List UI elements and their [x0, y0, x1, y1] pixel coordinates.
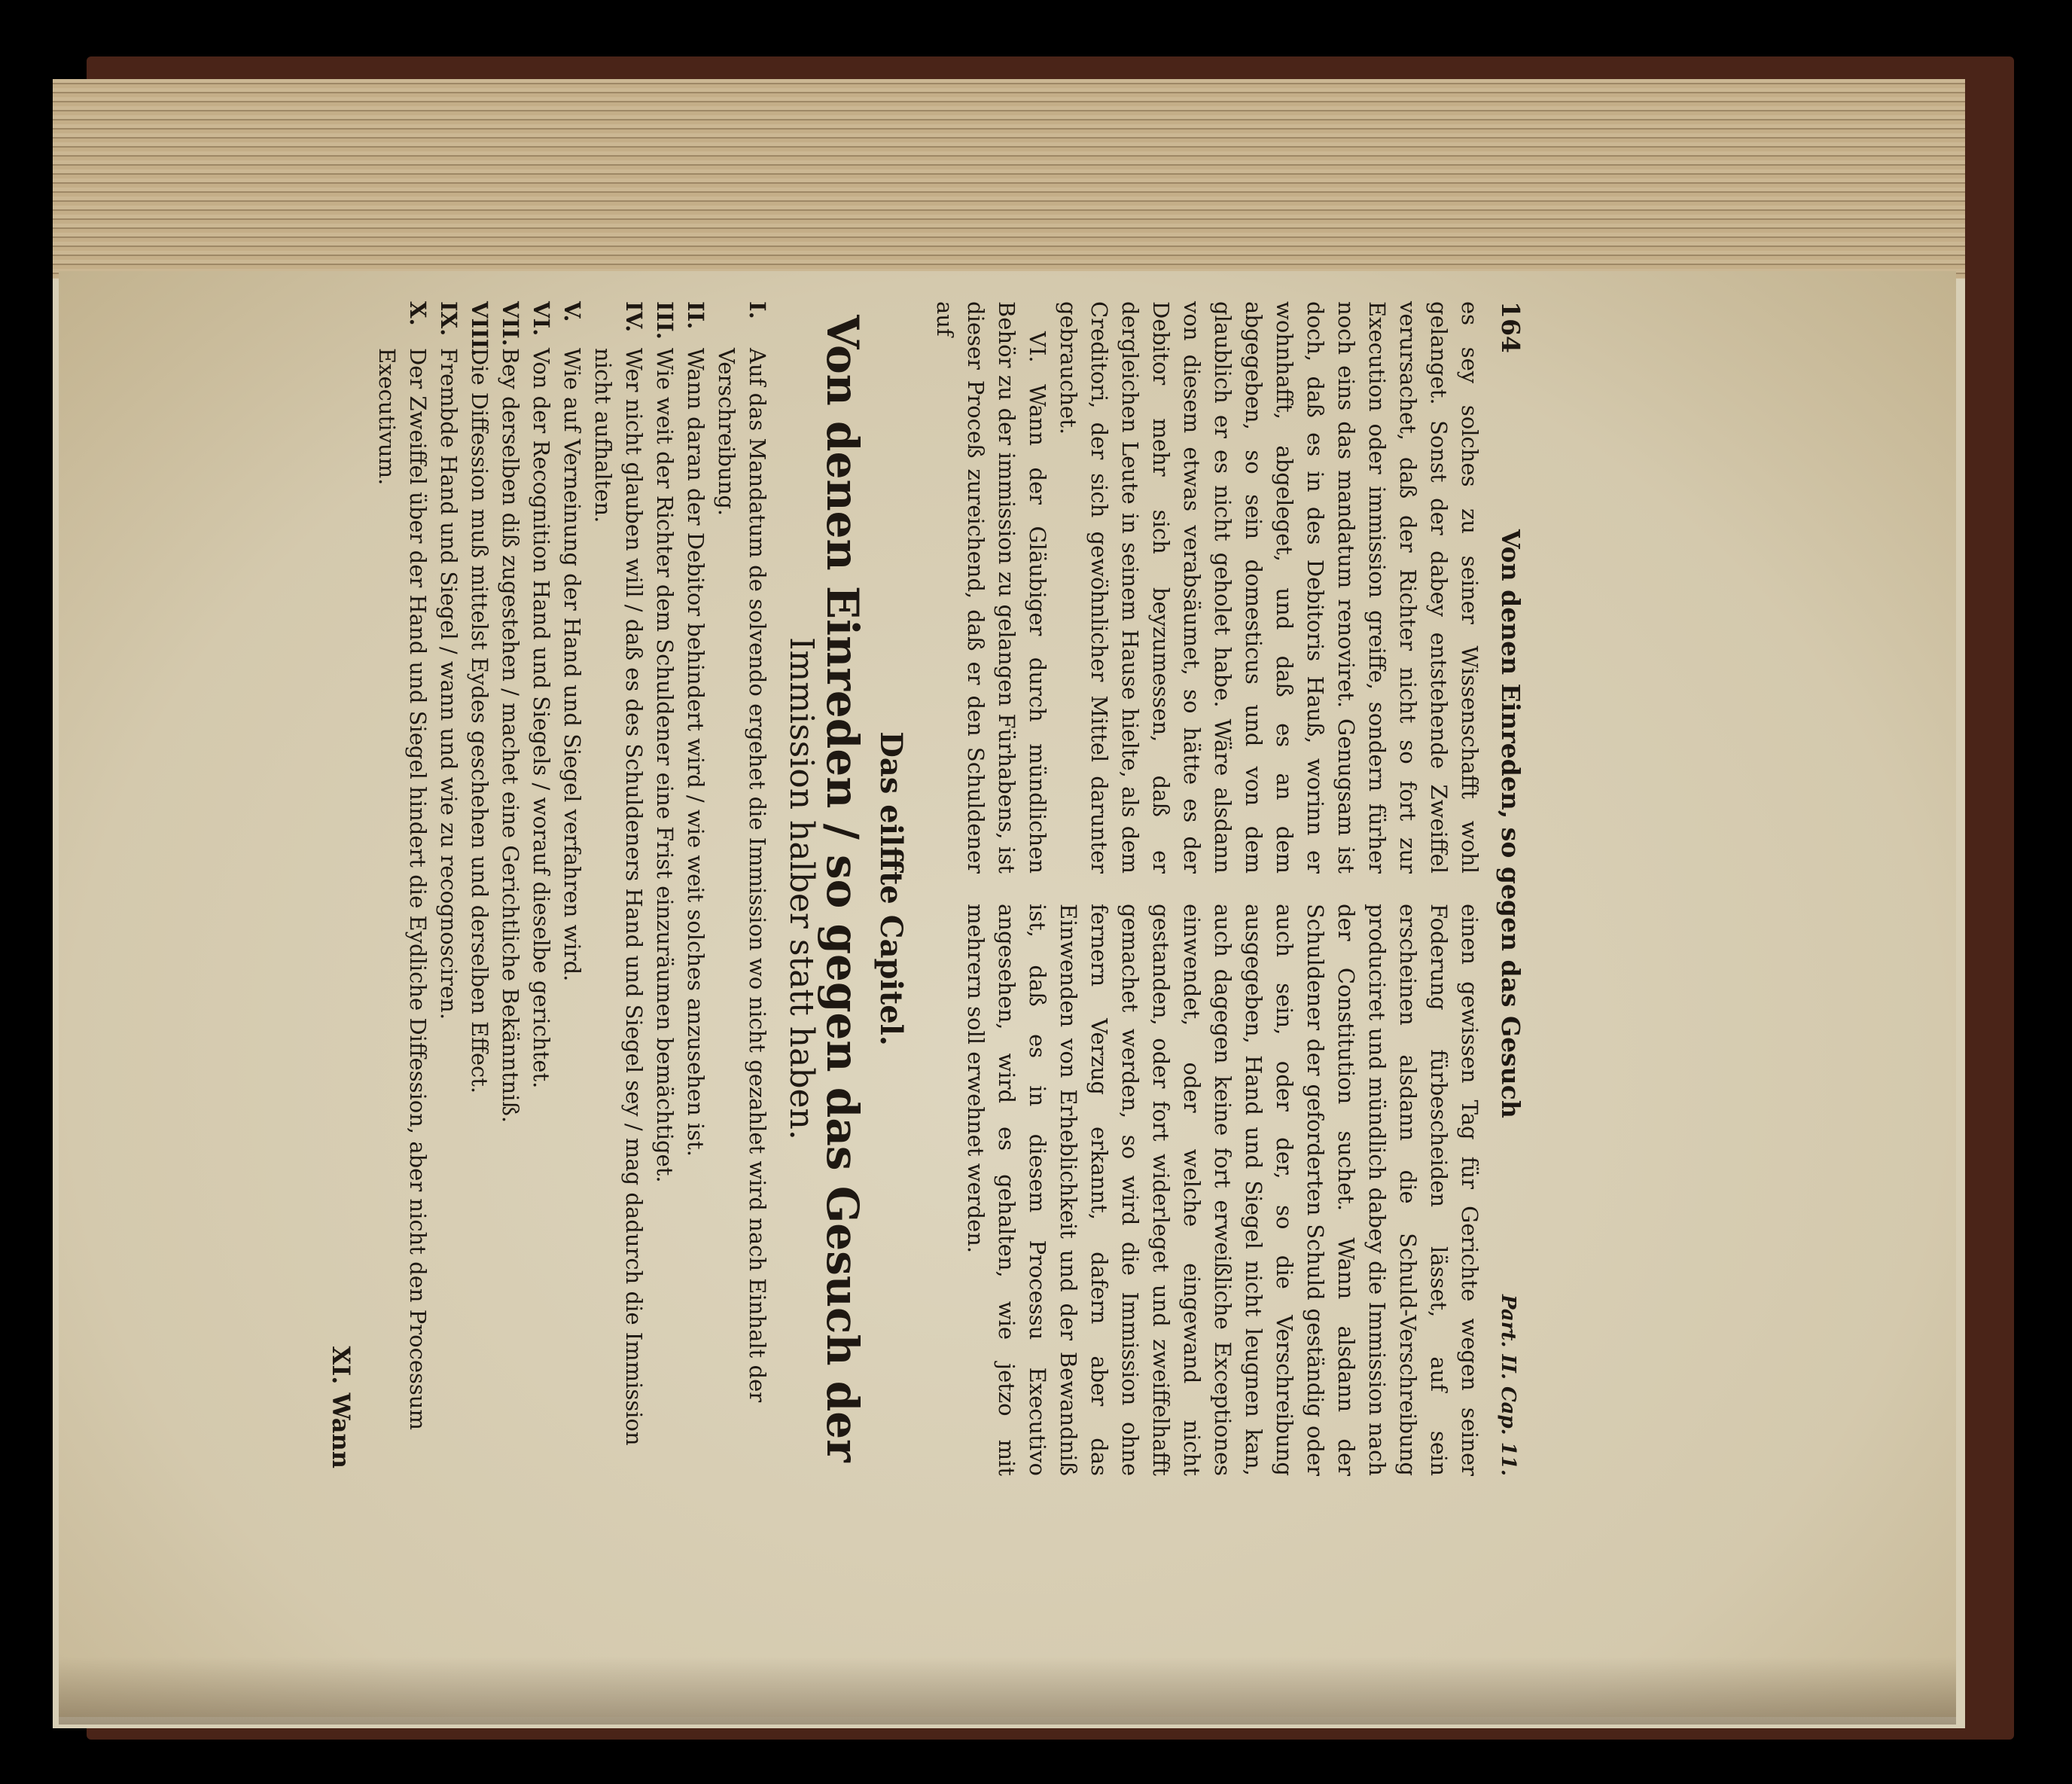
- paragraph: einen gewissen Tag für Gerichte wegen seiner Foderung fürbescheiden lässet, auf sein erscheinen alsdann die Schuld-Verschreibung produciret und mündlich dabey die Immission nach der Constitution suchet. Wann alsdann der Schuldener der geforderten Schuld geständig oder auch sein, oder der, so die Verschreibung ausgegeben, Hand und Siegel nicht leugnen kan, auch dagegen keine fort erweißliche Exceptiones einwendet, oder welche eingewand nicht gestanden, oder fort widerleget und zweiffelhafft gemachet werden, so wird die Immission ohne fernern Verzug erkannt, dafern aber das Einwenden von Erheblichkeit und der Bewandniß ist, daß es in diesem Processu Executivo angesehen, wird es gehalten, wie jetzo mit mehrern soll erwehnet werden.: [963, 904, 1482, 1476]
- left-column: [929, 301, 1485, 874]
- running-head-part: Part. II. Cap. 11.: [1497, 1295, 1519, 1476]
- list-item: V. Wie auf Verneinung der Hand und Siegel verfahren wird.: [559, 301, 585, 982]
- list-item: VI. Von der Recognition Hand und Siegels / worauf dieselbe gerichtet.: [529, 301, 554, 1089]
- list-item: III. Wie weit der Richter dem Schuldener eine Frist einzuräumen bemächtiget.: [652, 301, 678, 1183]
- list-item: IV. Wer nicht glauben will / daß es des Schuldeners Hand und Siegel sey / mag dadurch die Immission nicht aufhalten.: [590, 301, 647, 1446]
- paragraph: es sey solches zu seiner Wissenschafft wohl gelanget. Sonst der dabey entstehende Zweiffel verursachet, daß der Richter nicht so fort zur Execution oder immission greiffe, sondern fürher noch eins das mandatum renoviret. Genugsam ist doch, daß es in des Debitoris Hauß, worinn er wohnhafft, abgeleget, und daß es an dem abgegeben, so sein domesticus und von dem glaublich er es nicht geholet habe. Wäre alsdann von diesem etwas verabsäumet, so hätte es der Debitor mehr sich beyzumessen, daß er dergleichen Leute in seinem Hause hielte, als dem Creditori, der sich gewöhnlicher Mittel darunter gebrauchet.: [1056, 301, 1482, 874]
- page-text: [327, 301, 1526, 1476]
- paragraph: VI. Wann der Gläubiger durch mündlichen Behör zu der immission zu gelangen Fürhabens, ist dieser Proceß zureichend, daß er den Schuldener auf: [932, 301, 1050, 874]
- page-fore-edge: [53, 79, 1965, 279]
- list-item: IX. Frembde Hand und Siegel / wann und wie zu recognosciren.: [436, 301, 462, 1020]
- chapter-number: Das eilffte Capitel.: [873, 731, 909, 1046]
- right-column: [929, 904, 1485, 1476]
- list-item: I. Auf das Mandatum de solvendo ergehet die Immission wo nicht gezahlet wird nach Einhalt der Verschreibung.: [714, 301, 770, 1403]
- chapter-summary-list: [371, 301, 772, 1476]
- list-item: VIII. Die Diffession muß mittelst Eydes geschehen und derselben Effect.: [467, 301, 492, 1094]
- page-gutter-shadow: [59, 1657, 1956, 1725]
- catchword: XI. Wann: [327, 1346, 355, 1468]
- running-head: [1492, 301, 1526, 1476]
- chapter-subtitle: Immission halber statt haben.: [782, 637, 821, 1140]
- list-item: II. Wann daran der Debitor behindert wird / wie weit solches anzusehen ist.: [683, 301, 708, 1157]
- page-number: 164: [1496, 301, 1525, 353]
- list-item: VII. Bey derselben diß zugestehen / machet eine Gerichtliche Bekänntniß.: [498, 301, 523, 1124]
- list-item: X. Der Zweiffel über der Hand und Siegel hindert die Eydliche Diffession, aber nicht den Processum Executivum.: [374, 301, 431, 1430]
- chapter-title: Von denen Einreden / so gegen das Gesuch der: [817, 315, 868, 1462]
- body-columns: [929, 301, 1485, 1476]
- running-head-title: Von denen Einreden, so gegen das Gesuch: [1496, 529, 1525, 1118]
